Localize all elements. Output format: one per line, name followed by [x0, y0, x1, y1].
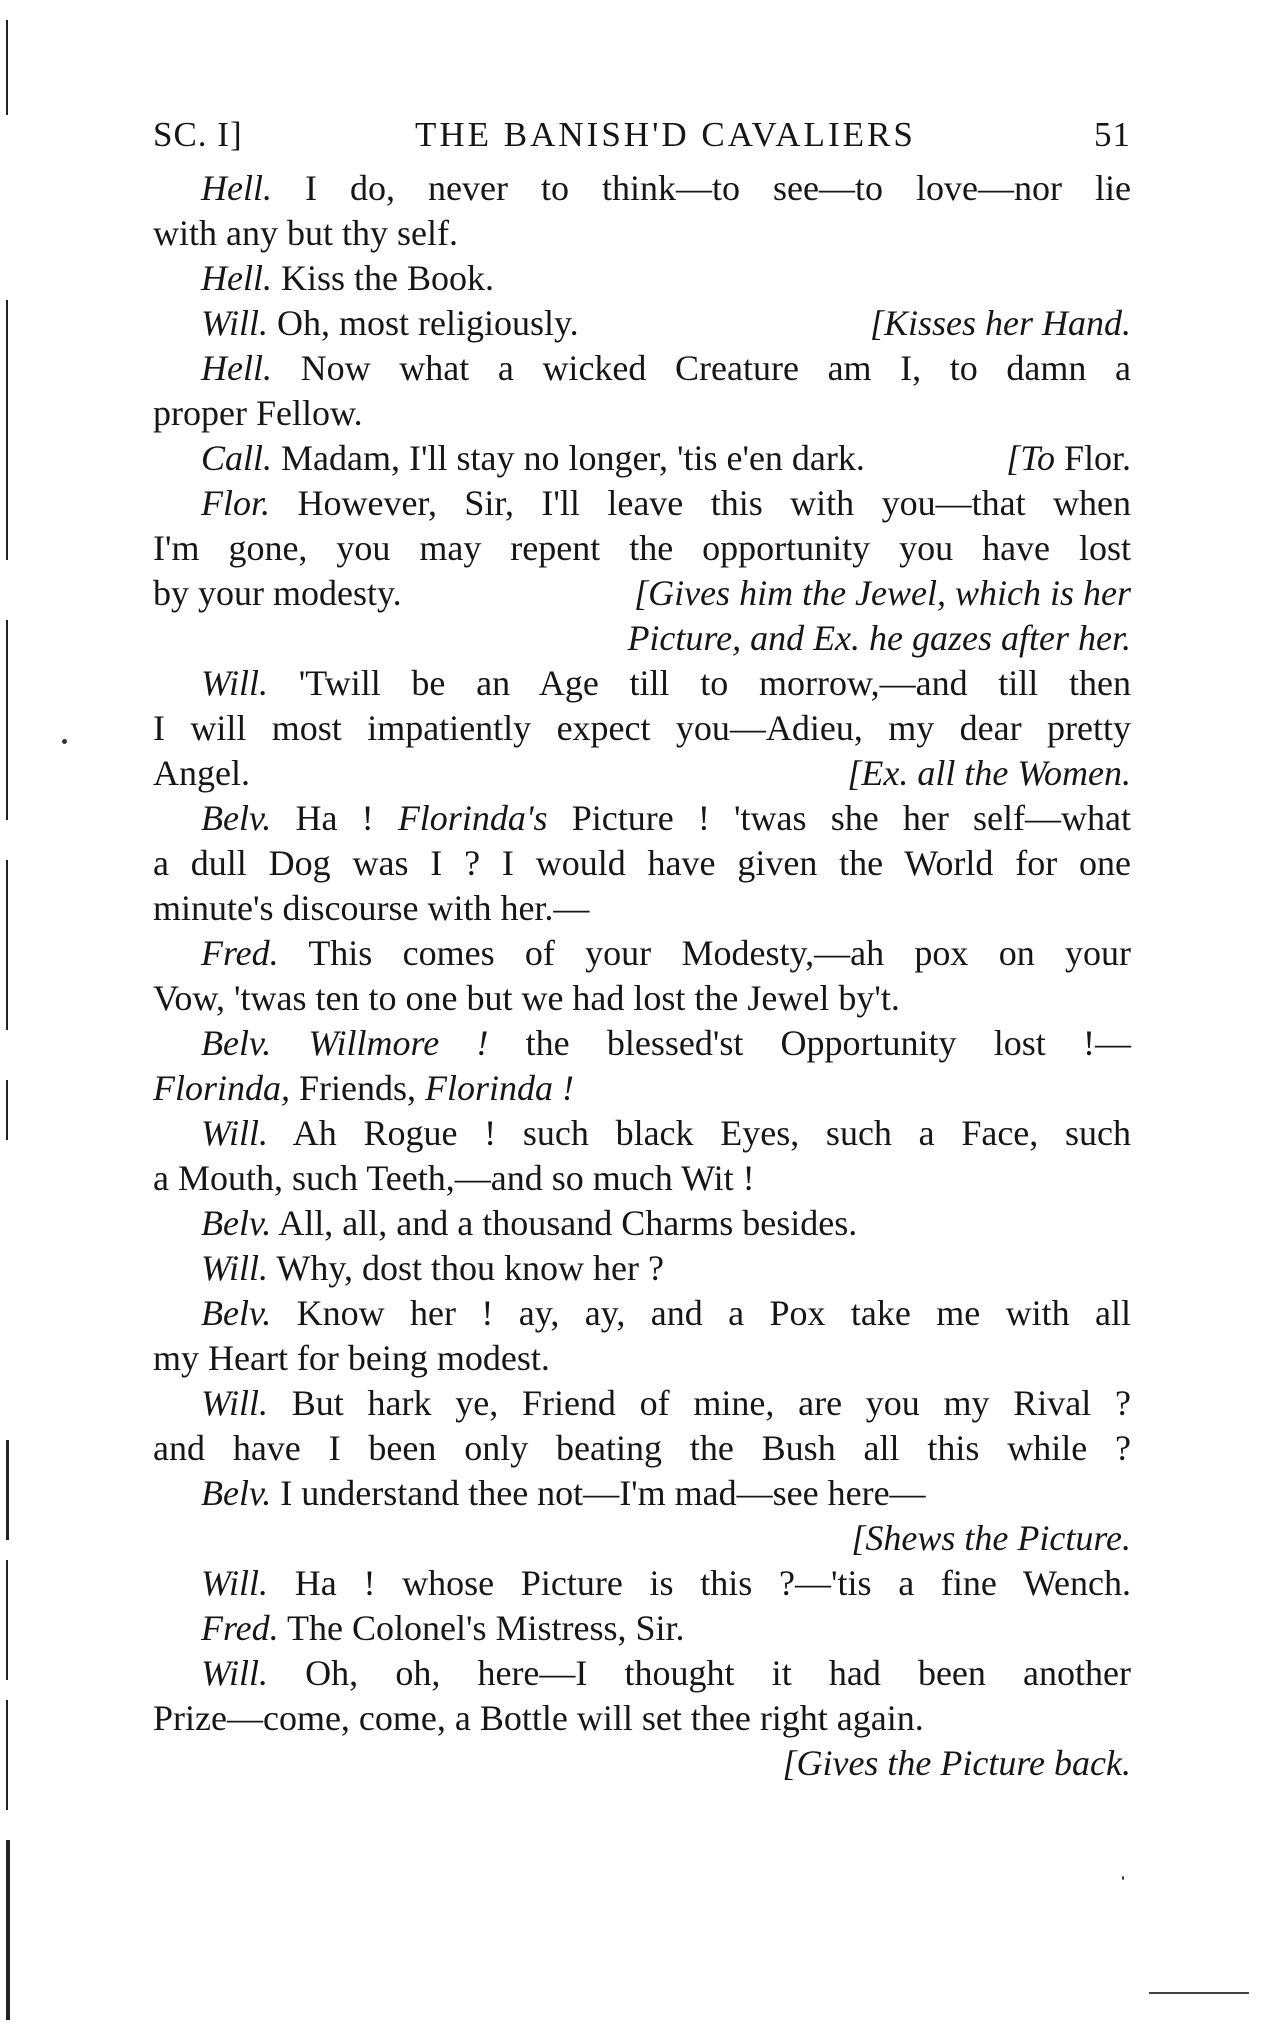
speaker-name: Belv.: [201, 1293, 272, 1333]
text-line: [153, 616, 1131, 661]
speaker-name: Will.: [201, 1113, 269, 1153]
text-line: [153, 1246, 1131, 1291]
italic-name: Willmore !: [308, 1023, 489, 1063]
speaker-name: Will.: [201, 1248, 269, 1288]
speech-text: Madam, I'll stay no longer, 'tis e'en dark.: [281, 438, 865, 478]
speech-text: Ha ! whose Picture is this ?—'tis a fine Wench.: [294, 1563, 1132, 1603]
text-line: [153, 661, 1131, 706]
text-line: [153, 481, 1131, 526]
text-line: [153, 526, 1131, 571]
text-line: [153, 1156, 1131, 1201]
speech-text: Vow, 'twas ten to one but we had lost the Jewel by't.: [153, 978, 900, 1018]
speech-text: 'Twill be an Age till to morrow,—and till then: [298, 663, 1131, 703]
speaker-name: Fred.: [201, 933, 279, 973]
text-line: [153, 211, 1131, 256]
speech-text: my Heart for being modest.: [153, 1338, 550, 1378]
play-text: [153, 166, 1131, 1786]
speech-text: by your modesty.: [153, 573, 402, 613]
stage-direction: [Gives the Picture back.: [782, 1743, 1131, 1783]
speaker-name: Will.: [201, 1383, 269, 1423]
scan-gutter-marks: [6, 0, 10, 2032]
text-line: [153, 1111, 1131, 1156]
speech-text: proper Fellow.: [153, 393, 363, 433]
speech-text: and have I been only beating the Bush all this while ?: [153, 1428, 1131, 1468]
speaker-name: Hell.: [201, 168, 272, 208]
text-line: [153, 706, 1131, 751]
speech-text: a dull Dog was I ? I would have given the World for one: [153, 843, 1131, 883]
speech-text: the blessed'st Opportunity lost !—: [525, 1023, 1132, 1063]
speech-text: Angel.: [153, 753, 250, 793]
text-line: [153, 1516, 1131, 1561]
speech-text: The Colonel's Mistress, Sir.: [287, 1608, 685, 1648]
speech-text: Know her ! ay, ay, and a Pox take me with all: [296, 1293, 1132, 1333]
speech-text: But hark ye, Friend of mine, are you my Rival ?: [291, 1383, 1132, 1423]
text-line: [153, 841, 1131, 886]
speaker-name: Hell.: [201, 258, 272, 298]
italic-name: Florinda !: [425, 1068, 575, 1108]
speech-text: This comes of your Modesty,—ah pox on your: [308, 933, 1131, 973]
speaker-name: Will.: [201, 1653, 269, 1693]
speech-text: Ha !: [295, 798, 374, 838]
text-line: [153, 1381, 1131, 1426]
scan-speck: [62, 739, 67, 744]
speech-text: I'm gone, you may repent the opportunity you have lost: [153, 528, 1131, 568]
speech-text: Ah Rogue ! such black Eyes, such a Face, such: [292, 1113, 1131, 1153]
speaker-name: Belv.: [201, 1473, 272, 1513]
speech-text: minute's discourse with her.—: [153, 888, 590, 928]
text-line: [153, 976, 1131, 1021]
text-line: [153, 796, 1131, 841]
speech-text: I do, never to think—to see—to love—nor lie: [305, 168, 1131, 208]
speech-text: Picture ! 'twas she her self—what: [571, 798, 1131, 838]
speech-text: However, Sir, I'll leave this with you—that when: [297, 483, 1132, 523]
speaker-name: Will.: [201, 663, 269, 703]
speaker-name: Will.: [201, 303, 269, 343]
page-number: 51: [1094, 115, 1131, 154]
stage-direction: [Shews the Picture.: [851, 1518, 1131, 1558]
text-line: [153, 1201, 1131, 1246]
speech-text: Why, dost thou know her ?: [276, 1248, 664, 1288]
stage-direction-name: Flor.: [1063, 438, 1131, 478]
speech-text: Kiss the Book.: [280, 258, 494, 298]
text-line: [153, 1651, 1131, 1696]
running-header: [153, 115, 1131, 165]
speaker-name: Belv.: [201, 798, 272, 838]
speech-text: I understand thee not—I'm mad—see here—: [280, 1473, 926, 1513]
speech-text: Oh, most religiously.: [277, 303, 579, 343]
text-line: [153, 301, 1131, 346]
speech-text: Oh, oh, here—I thought it had been another: [305, 1653, 1132, 1693]
text-line: [153, 346, 1131, 391]
italic-name: Florinda's: [397, 798, 548, 838]
speaker-name: Flor.: [201, 483, 271, 523]
bottom-rule: [1149, 1992, 1249, 1994]
speaker-name: Call.: [201, 438, 273, 478]
stage-direction: Picture, and Ex. he gazes after her.: [627, 618, 1131, 658]
text-line: [153, 391, 1131, 436]
running-title: THE BANISH'D CAVALIERS: [415, 115, 916, 154]
stage-direction: [To: [1006, 438, 1055, 478]
text-line: [153, 1336, 1131, 1381]
speech-text: Prize—come, come, a Bottle will set thee right again.: [153, 1698, 924, 1738]
speaker-name: Hell.: [201, 348, 272, 388]
stage-direction: [Kisses her Hand.: [869, 303, 1131, 343]
text-line: [153, 256, 1131, 301]
speech-text: Now what a wicked Creature am I, to damn a: [300, 348, 1131, 388]
text-line: [153, 886, 1131, 931]
italic-name: Florinda,: [153, 1068, 291, 1108]
speech-text: with any but thy self.: [153, 213, 458, 253]
text-line: [153, 1291, 1131, 1336]
text-line: [153, 1561, 1131, 1606]
text-line: [153, 571, 1131, 616]
text-line: [153, 751, 1131, 796]
speaker-name: Belv.: [201, 1203, 272, 1243]
stage-direction: [Gives him the Jewel, which is her: [634, 573, 1131, 613]
text-line: [153, 1606, 1131, 1651]
text-line: [153, 931, 1131, 976]
stage-direction: [Ex. all the Women.: [847, 753, 1131, 793]
text-line: [153, 166, 1131, 211]
text-line: [153, 1066, 1131, 1111]
speech-text: Friends,: [299, 1068, 417, 1108]
section-label: SC. I]: [153, 115, 243, 154]
text-line: [153, 1021, 1131, 1066]
text-line: [153, 1741, 1131, 1786]
speech-text: a Mouth, such Teeth,—and so much Wit !: [153, 1158, 755, 1198]
text-line: [153, 1471, 1131, 1516]
text-line: [153, 436, 1131, 481]
speech-text: I will most impatiently expect you—Adieu, my dear pretty: [153, 708, 1131, 748]
speaker-name: Fred.: [201, 1608, 279, 1648]
speech-text: All, all, and a thousand Charms besides.: [278, 1203, 858, 1243]
speaker-name: Will.: [201, 1563, 269, 1603]
text-line: [153, 1696, 1131, 1741]
scan-speck: [1122, 1876, 1124, 1880]
text-line: [153, 1426, 1131, 1471]
speaker-name: Belv.: [201, 1023, 272, 1063]
